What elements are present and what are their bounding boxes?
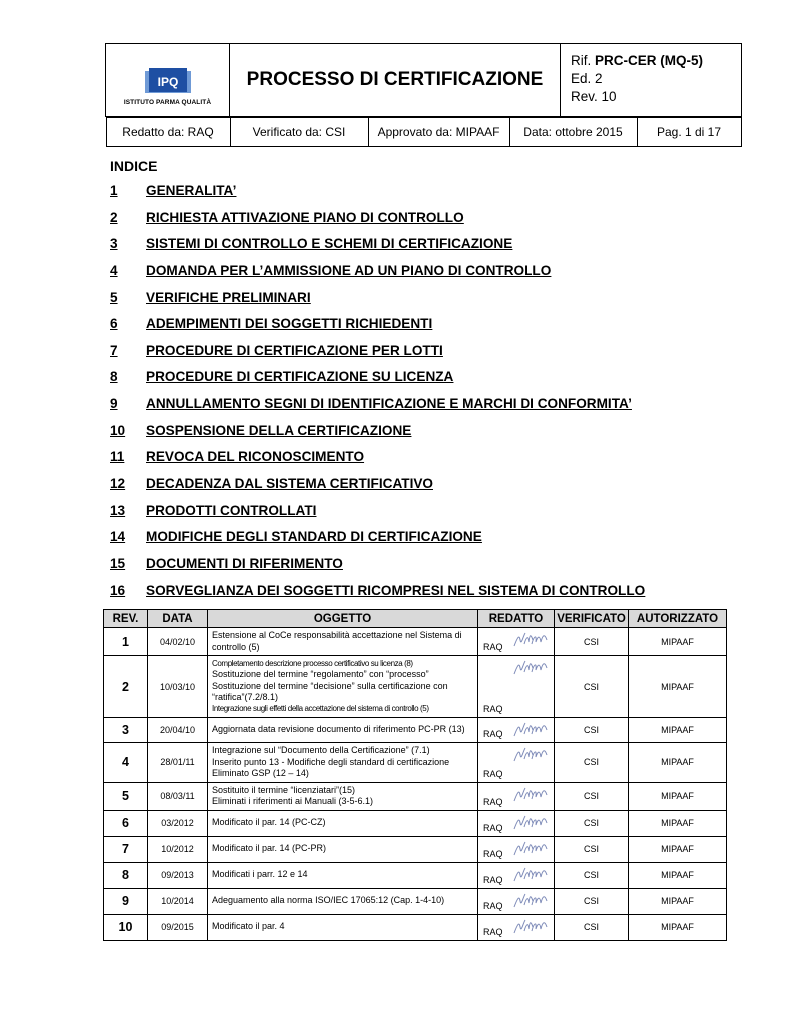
col-redatto-header: REDATTO — [478, 610, 555, 628]
signature-icon — [512, 785, 550, 805]
toc-item[interactable] — [110, 183, 645, 210]
redatto-label: RAQ — [483, 848, 503, 859]
toc-number: 13 — [110, 502, 126, 518]
toc-number: 15 — [110, 555, 126, 571]
toc-link[interactable] — [110, 290, 311, 305]
page-number: Pag. 1 di 17 — [637, 118, 741, 147]
ref-code: PRC-CER (MQ-5) — [595, 53, 704, 68]
toc-link[interactable] — [110, 316, 432, 331]
toc-link[interactable] — [110, 476, 433, 491]
revision-autorizzato: MIPAAF — [629, 628, 727, 656]
col-data-header: DATA — [148, 610, 208, 628]
revision-date: 08/03/11 — [148, 782, 208, 810]
revision-redatto — [478, 743, 555, 783]
toc-link[interactable] — [110, 583, 645, 598]
revision-subject — [208, 743, 478, 783]
revision-autorizzato: MIPAAF — [629, 888, 727, 914]
toc-item[interactable] — [110, 343, 645, 370]
toc-link[interactable] — [110, 263, 551, 278]
toc-item[interactable] — [110, 290, 645, 317]
approvato-da: Approvato da: MIPAAF — [368, 118, 509, 147]
revision-row — [104, 836, 727, 862]
subject-line: Aggiornata data revisione documento di riferimento PC-PR (13) — [212, 724, 465, 735]
subject-line: Sostituzione del termine “regolamento” con “processo” — [212, 669, 429, 680]
revision-redatto — [478, 718, 555, 743]
ref-prefix: Rif. — [571, 53, 596, 68]
signature-icon — [512, 891, 550, 911]
revision-autorizzato: MIPAAF — [629, 914, 727, 940]
toc-item[interactable] — [110, 263, 645, 290]
toc-label: GENERALITA’ — [146, 183, 237, 198]
toc-number: 7 — [110, 342, 118, 358]
redatto-label: RAQ — [483, 704, 503, 714]
toc-label: PROCEDURE DI CERTIFICAZIONE SU LICENZA — [146, 369, 454, 385]
revision-row — [104, 914, 727, 940]
revision-verificato: CSI — [555, 718, 629, 743]
revision-verificato: CSI — [555, 810, 629, 836]
revision-row — [104, 656, 727, 718]
subject-line: Modificato il par. 4 — [212, 921, 285, 932]
revision-verificato: CSI — [555, 914, 629, 940]
toc-item[interactable] — [110, 369, 645, 396]
subject-line: Modificati i parr. 12 e 14 — [212, 869, 308, 880]
toc-label: MODIFICHE DEGLI STANDARD DI CERTIFICAZIONE — [146, 529, 482, 545]
signature-icon — [512, 658, 550, 678]
subject-line: Completamento descrizione processo certificativo su licenza (8) — [212, 658, 413, 668]
signature-icon — [512, 917, 550, 937]
toc-number: 5 — [110, 289, 118, 305]
revision-subject — [208, 656, 478, 718]
revision-date: 28/01/11 — [148, 743, 208, 783]
subject-line: Sostituzione del termine “decisione” sulla certificazione con “ratifica”(7.2/8.1) — [212, 680, 448, 703]
toc-label: VERIFICHE PRELIMINARI — [146, 289, 311, 305]
signature-icon — [512, 865, 550, 885]
revision-subject — [208, 888, 478, 914]
toc-link[interactable] — [110, 529, 482, 544]
toc-item[interactable] — [110, 529, 645, 556]
toc-number: 4 — [110, 262, 118, 278]
revision-autorizzato: MIPAAF — [629, 782, 727, 810]
revision-verificato: CSI — [555, 628, 629, 656]
toc-item[interactable] — [110, 583, 645, 610]
subject-line: Eliminato GSP (12 – 14) — [212, 768, 309, 778]
revision-number: 6 — [104, 810, 148, 836]
revision-number: 5 — [104, 782, 148, 810]
ipq-logo-icon — [145, 67, 191, 95]
toc-label: SORVEGLIANZA DEI SOGGETTI RICOMPRESI NEL SISTEMA DI CONTROLLO — [146, 582, 646, 598]
revision-number: 8 — [104, 862, 148, 888]
redatto-label: RAQ — [483, 900, 503, 911]
revision-redatto — [478, 782, 555, 810]
redatto-da: Redatto da: RAQ — [106, 118, 230, 147]
toc-label: SISTEMI DI CONTROLLO E SCHEMI DI CERTIFICAZIONE — [146, 236, 513, 252]
svg-text:IPQ: IPQ — [157, 74, 178, 89]
toc-link[interactable] — [110, 449, 364, 464]
toc-link[interactable] — [110, 503, 316, 518]
toc-number: 14 — [110, 529, 126, 545]
revision-subject — [208, 914, 478, 940]
revision-verificato: CSI — [555, 656, 629, 718]
revision-row — [104, 888, 727, 914]
toc-number: 12 — [110, 476, 126, 492]
revision-table-header — [104, 610, 727, 628]
revision-autorizzato: MIPAAF — [629, 862, 727, 888]
toc-label: DOCUMENTI DI RIFERIMENTO — [146, 555, 343, 571]
col-autorizzato-header: AUTORIZZATO — [629, 610, 727, 628]
revision-verificato: CSI — [555, 743, 629, 783]
toc-label: ANNULLAMENTO SEGNI DI IDENTIFICAZIONE E MARCHI DI CONFORMITA’ — [146, 396, 632, 412]
toc-item[interactable] — [110, 476, 645, 503]
toc-link[interactable] — [110, 183, 236, 198]
toc-item[interactable] — [110, 423, 645, 450]
revision-number: 7 — [104, 836, 148, 862]
revision-subject — [208, 810, 478, 836]
revision-verificato: CSI — [555, 888, 629, 914]
revision-number: 2 — [104, 656, 148, 718]
revision-autorizzato: MIPAAF — [629, 743, 727, 783]
revision-autorizzato: MIPAAF — [629, 718, 727, 743]
toc-item[interactable] — [110, 449, 645, 476]
toc-label: PROCEDURE DI CERTIFICAZIONE PER LOTTI — [146, 342, 443, 358]
redatto-label: RAQ — [483, 926, 503, 937]
toc-number: 10 — [110, 422, 126, 438]
revision-autorizzato: MIPAAF — [629, 656, 727, 718]
subject-line: Eliminati i riferimenti ai Manuali (3-5-6.1) — [212, 796, 374, 806]
toc-link[interactable] — [110, 556, 343, 571]
signature-icon — [512, 720, 550, 740]
subject-line: Integrazione sugli effetti della accettazione del sistema di controllo (5) — [212, 703, 429, 713]
toc-link[interactable] — [110, 210, 464, 225]
revision-date: 10/2014 — [148, 888, 208, 914]
revision-redatto — [478, 914, 555, 940]
revision-date: 03/2012 — [148, 810, 208, 836]
revision-row — [104, 782, 727, 810]
revision: Rev. 10 — [571, 89, 617, 104]
subject-line: Estensione al CoCe responsabilità accettazione nel Sistema di controllo (5) — [212, 630, 462, 652]
revision-date: 09/2013 — [148, 862, 208, 888]
signature-icon — [512, 813, 550, 833]
toc-item[interactable] — [110, 503, 645, 530]
toc-link[interactable] — [110, 396, 632, 411]
toc-link[interactable] — [110, 369, 453, 384]
toc-label: ADEMPIMENTI DEI SOGGETTI RICHIEDENTI — [146, 316, 433, 332]
signature-icon — [512, 839, 550, 859]
revision-redatto — [478, 862, 555, 888]
signature-icon — [512, 745, 550, 765]
revision-redatto — [478, 888, 555, 914]
subject-line: Modificato il par. 14 (PC-CZ) — [212, 817, 326, 828]
revision-subject — [208, 718, 478, 743]
revision-table — [103, 609, 727, 941]
toc-number: 9 — [110, 396, 118, 412]
revision-row — [104, 810, 727, 836]
toc-label: PRODOTTI CONTROLLATI — [146, 502, 317, 518]
subject-line: Sostituito il termine “licenziatari”(15) — [212, 784, 356, 795]
revision-redatto — [478, 656, 555, 718]
toc-number: 2 — [110, 209, 118, 225]
revision-number: 4 — [104, 743, 148, 783]
revision-autorizzato: MIPAAF — [629, 810, 727, 836]
signature-icon — [512, 630, 550, 650]
document-reference — [561, 44, 742, 117]
toc-label: DOMANDA PER L’AMMISSIONE AD UN PIANO DI CONTROLLO — [146, 262, 552, 278]
redatto-label: RAQ — [483, 796, 503, 807]
col-oggetto-header: OGGETTO — [208, 610, 478, 628]
redatto-label: RAQ — [483, 642, 503, 652]
revision-subject — [208, 836, 478, 862]
toc-number: 1 — [110, 183, 118, 198]
revision-verificato: CSI — [555, 836, 629, 862]
col-rev-header: REV. — [104, 610, 148, 628]
toc-label: REVOCA DEL RICONOSCIMENTO — [146, 449, 365, 465]
redatto-label: RAQ — [483, 729, 503, 739]
toc-item[interactable] — [110, 556, 645, 583]
toc-link[interactable] — [110, 343, 443, 358]
subject-line: Modificato il par. 14 (PC-PR) — [212, 843, 327, 854]
redatto-label: RAQ — [483, 874, 503, 885]
toc-item[interactable] — [110, 316, 645, 343]
revision-date: 09/2015 — [148, 914, 208, 940]
toc-label: DECADENZA DAL SISTEMA CERTIFICATIVO — [146, 476, 433, 492]
redatto-label: RAQ — [483, 768, 503, 779]
toc-item[interactable] — [110, 210, 645, 237]
revision-subject — [208, 628, 478, 656]
edition: Ed. 2 — [571, 71, 603, 86]
revision-number: 10 — [104, 914, 148, 940]
toc-link[interactable] — [110, 236, 512, 251]
revision-date: 04/02/10 — [148, 628, 208, 656]
revision-date: 10/2012 — [148, 836, 208, 862]
revision-number: 3 — [104, 718, 148, 743]
revision-date: 10/03/10 — [148, 656, 208, 718]
document-title: PROCESSO DI CERTIFICAZIONE — [230, 44, 561, 117]
toc-label: RICHIESTA ATTIVAZIONE PIANO DI CONTROLLO — [146, 209, 464, 225]
revision-number: 1 — [104, 628, 148, 656]
revision-date: 20/04/10 — [148, 718, 208, 743]
toc-number: 8 — [110, 369, 118, 385]
revision-subject — [208, 782, 478, 810]
subject-line: Integrazione sul “Documento della Certificazione” (7.1) — [212, 745, 430, 755]
revision-verificato: CSI — [555, 862, 629, 888]
toc-number: 16 — [110, 582, 126, 598]
toc-link[interactable] — [110, 423, 411, 438]
toc-item[interactable] — [110, 236, 645, 263]
toc-item[interactable] — [110, 396, 645, 423]
redatto-label: RAQ — [483, 822, 503, 833]
toc-number: 3 — [110, 236, 118, 252]
revision-row — [104, 718, 727, 743]
document-date: Data: ottobre 2015 — [509, 118, 637, 147]
col-verificato-header: VERIFICATO — [555, 610, 629, 628]
verificato-da: Verificato da: CSI — [230, 118, 368, 147]
toc-number: 6 — [110, 316, 118, 332]
logo-text: ISTITUTO PARMA QUALITÀ — [123, 98, 212, 106]
revision-autorizzato: MIPAAF — [629, 836, 727, 862]
revision-subject — [208, 862, 478, 888]
document-header — [105, 43, 742, 147]
revision-row — [104, 862, 727, 888]
revision-row — [104, 628, 727, 656]
toc-label: SOSPENSIONE DELLA CERTIFICAZIONE — [146, 422, 412, 438]
revision-verificato: CSI — [555, 782, 629, 810]
revision-row — [104, 743, 727, 783]
revision-number: 9 — [104, 888, 148, 914]
revision-redatto — [478, 628, 555, 656]
subject-line: Inserito punto 13 - Modifiche degli standard di certificazione — [212, 756, 450, 767]
toc-number: 11 — [110, 449, 125, 465]
table-of-contents — [110, 183, 645, 609]
revision-redatto — [478, 810, 555, 836]
logo-cell — [106, 44, 230, 117]
subject-line: Adeguamento alla norma ISO/IEC 17065:12 (Cap. 1-4-10) — [212, 895, 445, 906]
index-title: INDICE — [110, 158, 158, 174]
revision-redatto — [478, 836, 555, 862]
